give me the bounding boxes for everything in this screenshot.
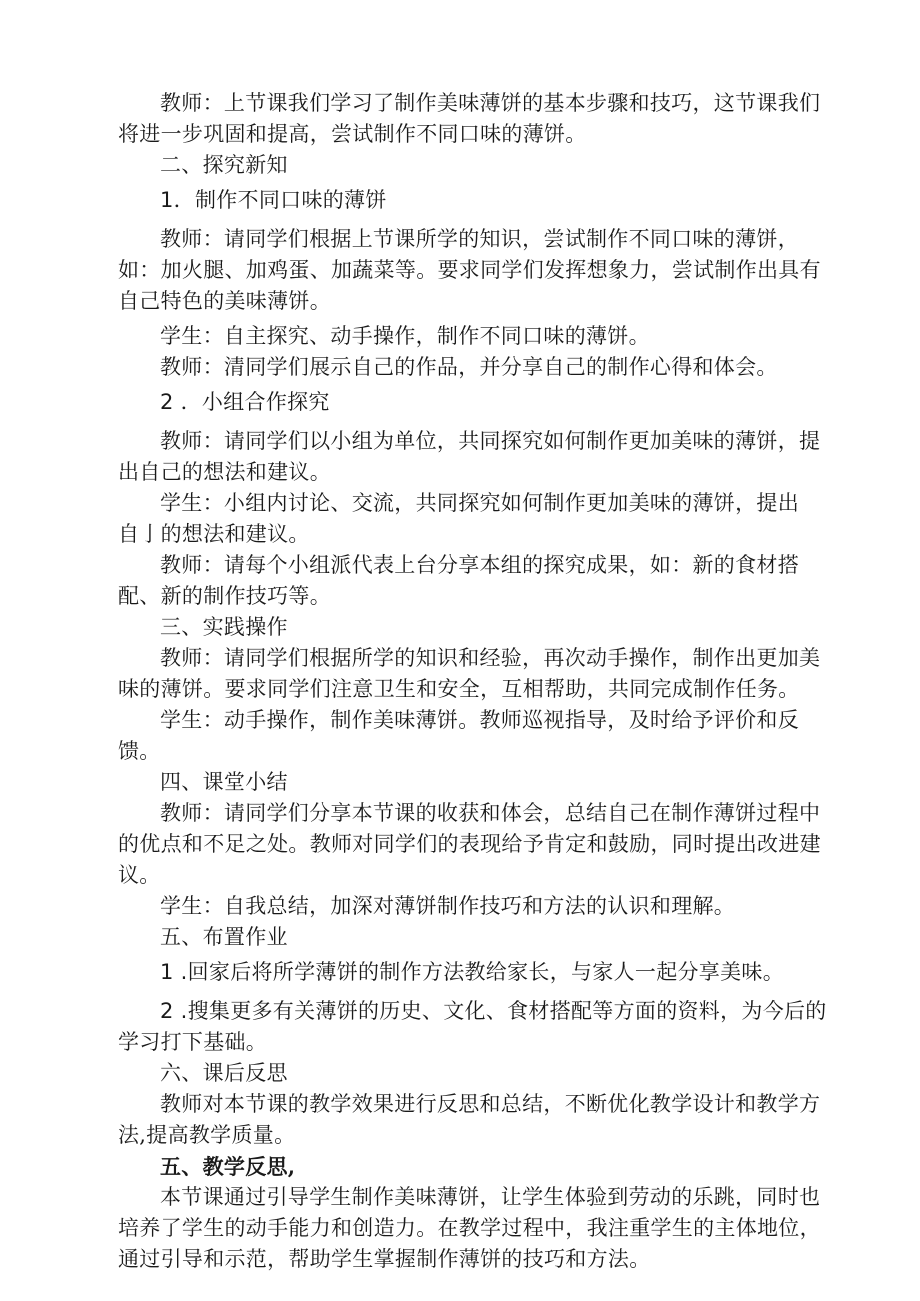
- paragraph-teacher-show: [118, 352, 834, 383]
- text-line: 如：加火腿、加鸡蛋、加蔬菜等。要求同学们发挥想象力，尝试制作出具有: [118, 258, 821, 282]
- text-line: 教师对本节课的教学效果进行反思和总结，不断优化教学设计和教学方: [160, 1092, 821, 1116]
- heading-line: 1．制作不同口味的薄饼: [160, 188, 387, 212]
- text-line: 议。: [118, 863, 161, 887]
- paragraph-student-summary: [118, 891, 834, 922]
- homework-item-1: [118, 957, 834, 988]
- text-line: 出自己的想法和建议。: [118, 460, 331, 484]
- paragraph-teacher-group: [118, 426, 834, 488]
- text-line: 自亅的想法和建议。: [118, 522, 310, 546]
- heading-line: 六、课后反思: [160, 1061, 288, 1085]
- text-line: 培养了学生的动手能力和创造力。在教学过程中，我注重学生的主体地位，: [118, 1216, 821, 1240]
- text-line: 教师：请同学们根据上节课所学的知识，尝试制作不同口味的薄饼，: [160, 227, 799, 251]
- text-line: 馈。: [118, 739, 161, 763]
- section-heading-explore: [118, 150, 834, 181]
- paragraph-teacher-practice: [118, 643, 834, 705]
- text-line: 学生：自我总结，加深对薄饼制作技巧和方法的认识和理解。: [160, 894, 736, 918]
- text-line: 通过引导和示范，帮助学生掌握制作薄饼的技巧和方法。: [118, 1247, 651, 1271]
- text-line: 法,提高教学质量。: [118, 1123, 296, 1147]
- section-heading-reflection-after: [118, 1058, 834, 1089]
- paragraph-reflection-body: [118, 1182, 834, 1275]
- paragraph-student-explore: [118, 321, 834, 352]
- document-page: [118, 88, 834, 1275]
- text-line: 学生：自主探究、动手操作，制作不同口味的薄饼。: [160, 324, 650, 348]
- paragraph-student-group: [118, 488, 834, 550]
- paragraph-teacher-flavors: [118, 224, 834, 317]
- text-line: 教师：上节课我们学习了制作美味薄饼的基本步骤和技巧，这节课我们: [160, 91, 821, 115]
- paragraph-teacher-reflection: [118, 1089, 834, 1151]
- heading-line: 四、课堂小结: [160, 770, 288, 794]
- paragraph-teacher-intro: [118, 88, 834, 150]
- text-line: 教师：请同学们以小组为单位，共同探究如何制作更加美味的薄饼，提: [160, 429, 821, 453]
- paragraph-teacher-summary: [118, 798, 834, 891]
- section-heading-homework: [118, 922, 834, 953]
- homework-item-2: [118, 996, 834, 1058]
- text-line: 教师：请同学们分享本节课的收获和体会，总结自己在制作薄饼过程中: [160, 801, 821, 825]
- section-heading-summary: [118, 767, 834, 798]
- paragraph-student-practice: [118, 705, 834, 767]
- text-line: 教师：请同学们根据所学的知识和经验，再次动手操作，制作出更加美: [160, 646, 821, 670]
- subheading-group: [118, 387, 834, 418]
- heading-line: 三、实践操作: [160, 615, 288, 639]
- text-line: 学习打下基础。: [118, 1030, 268, 1054]
- heading-line: 二、探究新知: [160, 153, 288, 177]
- text-line: 学生：动手操作，制作美味薄饼。教师巡视指导，及时给予评价和反: [160, 708, 799, 732]
- heading-line: 五、教学反思,: [160, 1154, 296, 1179]
- heading-line: 2 ．小组合作探究: [160, 390, 330, 414]
- section-heading-teaching-reflection: [118, 1151, 834, 1182]
- text-line: 将进一步巩固和提高，尝试制作不同口味的薄饼。: [118, 122, 587, 146]
- text-line: 的优点和不足之处。教师对同学们的表现给予肯定和鼓励，同时提出改进建: [118, 832, 821, 856]
- text-line: 学生：小组内讨论、交流，共同探究如何制作更加美味的薄饼，提出: [160, 491, 799, 515]
- text-line: 教师：请每个小组派代表上台分享本组的探究成果，如：新的食材搭: [160, 553, 799, 577]
- paragraph-teacher-share: [118, 550, 834, 612]
- text-line: 本节课通过引导学生制作美味薄饼，让学生体验到劳动的乐跳，同时也: [160, 1185, 821, 1209]
- text-line: 配、新的制作技巧等。: [118, 584, 331, 608]
- text-line: 自己特色的美味薄饼。: [118, 289, 331, 313]
- section-heading-practice: [118, 612, 834, 643]
- text-line: 味的薄饼。要求同学们注意卫生和安全，互相帮助，共同完成制作任务。: [118, 677, 800, 701]
- text-line: 1 .回家后将所学薄饼的制作方法教给家长，与家人一起分享美味。: [160, 960, 785, 984]
- text-line: 2 .搜集更多有关薄饼的历史、文化、食材搭配等方面的资料，为今后的: [160, 999, 827, 1023]
- heading-line: 五、布置作业: [160, 925, 288, 949]
- subheading-flavors: [118, 185, 834, 216]
- text-line: 教师：清同学们展示自己的作品，并分享自己的制作心得和体会。: [160, 355, 778, 379]
